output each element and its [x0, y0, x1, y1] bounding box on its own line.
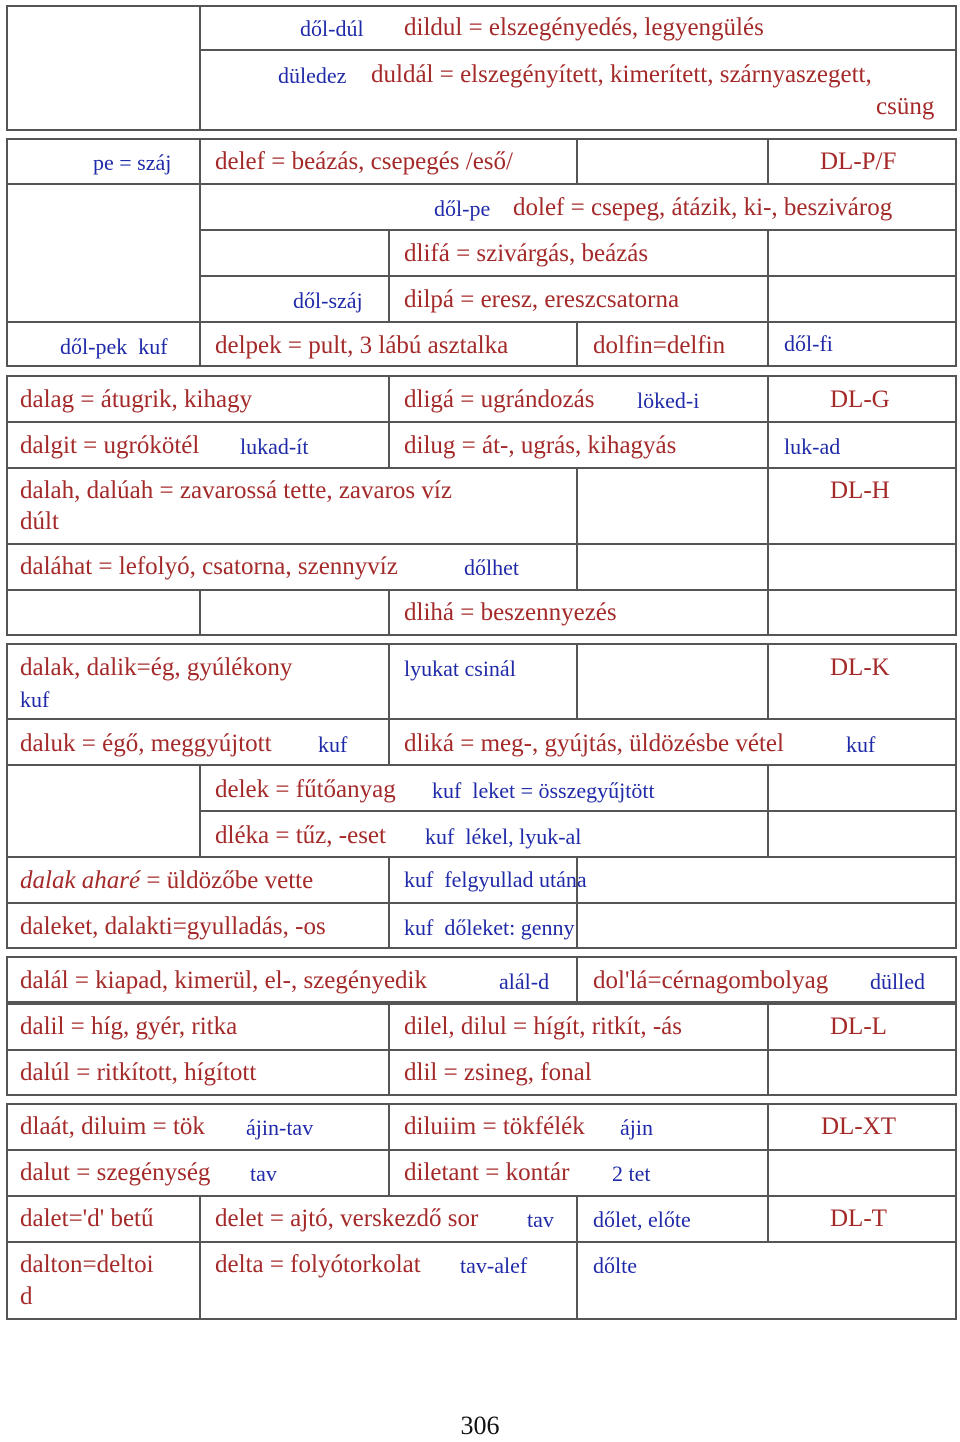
divider	[767, 375, 769, 636]
divider	[199, 590, 201, 636]
entry-text: csüng	[876, 93, 935, 120]
root-label: tav-alef	[460, 1253, 528, 1278]
root-label: dől-dúl	[300, 16, 364, 41]
section-code: DL-K	[830, 654, 890, 681]
root-label: pe = száj	[93, 150, 172, 175]
entry-text: delef = beázás, csepegés /eső/	[215, 148, 513, 175]
entry-text: dalál = kiapad, kimerül, el-, szegényedik	[20, 967, 428, 994]
entry-text: dildul = elszegényedés, legyengülés	[404, 14, 764, 41]
divider	[199, 229, 957, 231]
root-label: lukad-ít	[240, 434, 309, 459]
entry-text: dalil = híg, gyér, ritka	[20, 1013, 238, 1040]
divider	[199, 49, 957, 51]
divider	[6, 764, 957, 766]
root-label: dől-száj	[293, 288, 363, 313]
root-label: lyukat csinál	[404, 656, 516, 681]
divider	[576, 643, 578, 719]
entry-text: delet = ajtó, verskezdő sor	[215, 1205, 479, 1232]
root-label: löked-i	[637, 388, 700, 413]
divider	[388, 590, 390, 636]
divider	[199, 810, 957, 812]
entry-text: delpek = pult, 3 lábú asztalka	[215, 332, 509, 359]
entry-text: dilug = át-, ugrás, kihagyás	[404, 432, 677, 459]
section-code: DL-XT	[821, 1113, 896, 1140]
divider	[576, 468, 578, 590]
entry-text: dol'lá=cérnagombolyag	[593, 967, 829, 994]
divider	[6, 183, 957, 185]
entry-text: delek = fűtőanyag	[215, 776, 396, 803]
entry-text: dlil = zsineg, fonal	[404, 1059, 592, 1086]
root-label: 2 tet	[612, 1161, 651, 1186]
root-label: tav	[250, 1161, 277, 1186]
page-number: 306	[460, 1411, 500, 1440]
section-code: DL-H	[830, 477, 890, 504]
root-label: luk-ad	[784, 434, 841, 459]
root-label: kuf dőleket: genny	[404, 915, 575, 940]
divider	[199, 138, 201, 367]
section-code: DL-G	[830, 386, 890, 413]
entry-text: dlihá = beszennyezés	[404, 599, 617, 626]
divider	[6, 589, 957, 591]
root-label: dőlet, előte	[593, 1207, 691, 1232]
root-label: dőlhet	[464, 555, 519, 580]
entry-text: daluk = égő, meggyújtott	[20, 730, 272, 757]
divider	[6, 543, 957, 545]
divider	[199, 5, 201, 131]
root-label: ájin-tav	[246, 1115, 314, 1140]
entry-text: dalut = szegénység	[20, 1159, 211, 1186]
divider	[6, 1241, 957, 1243]
divider	[199, 1195, 201, 1320]
divider	[6, 856, 957, 858]
root-label: dől-fi	[784, 331, 833, 356]
divider	[576, 1195, 578, 1320]
entry-text: dligá = ugrándozás	[404, 386, 595, 413]
divider	[6, 902, 957, 904]
entry-text: dalgit = ugrókötél	[20, 432, 200, 459]
section-code: DL-P/F	[820, 148, 897, 175]
entry-definition: = üldözőbe vette	[140, 867, 314, 894]
root-label: kuf	[318, 732, 348, 757]
root-label: kuf lékel, lyuk-al	[425, 824, 582, 849]
root-label: kuf	[846, 732, 876, 757]
divider	[6, 1149, 957, 1151]
divider	[767, 643, 769, 719]
divider	[199, 275, 957, 277]
entry-text: dléka = tűz, -eset	[215, 822, 386, 849]
entry-text: duldál = elszegényített, kimerített, szárnyaszegett,	[371, 61, 872, 88]
divider	[6, 718, 957, 720]
section-code: DL-L	[830, 1013, 887, 1040]
entry-text: dlaát, diluim = tök	[20, 1113, 205, 1140]
root-label: dől-pe	[434, 196, 491, 221]
divider	[6, 1195, 957, 1197]
entry-text: dalag = átugrik, kihagy	[20, 386, 253, 413]
root-label: kuf leket = összegyűjtött	[432, 778, 655, 803]
divider	[576, 138, 578, 184]
divider	[767, 1103, 769, 1241]
root-label: dülled	[870, 969, 925, 994]
entry-text: dalah, dalúah = zavarossá tette, zavaros víz	[20, 477, 452, 504]
entry-text: daleket, dalakti=gyulladás, -os	[20, 913, 326, 940]
root-label: düledez	[278, 63, 347, 88]
divider	[6, 467, 957, 469]
entry-text: dliká = meg-, gyújtás, üldözésbe vétel	[404, 730, 784, 757]
entry-text: dilel, dilul = hígít, ritkít, -ás	[404, 1013, 682, 1040]
entry-text: delta = folyótorkolat	[215, 1251, 421, 1278]
divider	[767, 138, 769, 184]
entry-italic-term: dalak aharé	[20, 867, 141, 894]
entry-text	[20, 865, 313, 897]
entry-text: dlifá = szivárgás, beázás	[404, 240, 649, 267]
entry-text: dalet='d' betű	[20, 1205, 154, 1232]
root-label: kuf	[20, 687, 50, 712]
root-label: alál-d	[499, 969, 550, 994]
root-label: tav	[527, 1207, 554, 1232]
divider	[6, 321, 957, 323]
entry-text: diletant = kontár	[404, 1159, 570, 1186]
entry-text: d	[20, 1283, 33, 1310]
root-label: ájin	[620, 1115, 653, 1140]
entry-text: dalton=deltoi	[20, 1251, 154, 1278]
divider	[767, 230, 769, 367]
entry-text: dalúl = ritkított, hígított	[20, 1059, 257, 1086]
divider	[6, 1049, 957, 1051]
entry-text: dolef = csepeg, átázik, ki-, beszivárog	[513, 194, 893, 221]
entry-text: diluiim = tökfélék	[404, 1113, 585, 1140]
entry-text: dolfin=delfin	[593, 332, 726, 359]
entry-text: dilpá = eresz, ereszcsatorna	[404, 286, 680, 313]
root-label: dőlte	[593, 1253, 637, 1278]
divider	[6, 421, 957, 423]
divider	[576, 956, 578, 1003]
section-code: DL-T	[830, 1205, 887, 1232]
entry-text: daláhat = lefolyó, csatorna, szennyvíz	[20, 553, 398, 580]
entry-text: dúlt	[20, 508, 59, 535]
entry-text: dalak, dalik=ég, gyúlékony	[20, 654, 293, 681]
root-label: dől-pek kuf	[60, 334, 168, 359]
divider	[576, 322, 578, 367]
divider	[388, 643, 390, 765]
root-label: kuf felgyullad utána	[404, 867, 587, 892]
